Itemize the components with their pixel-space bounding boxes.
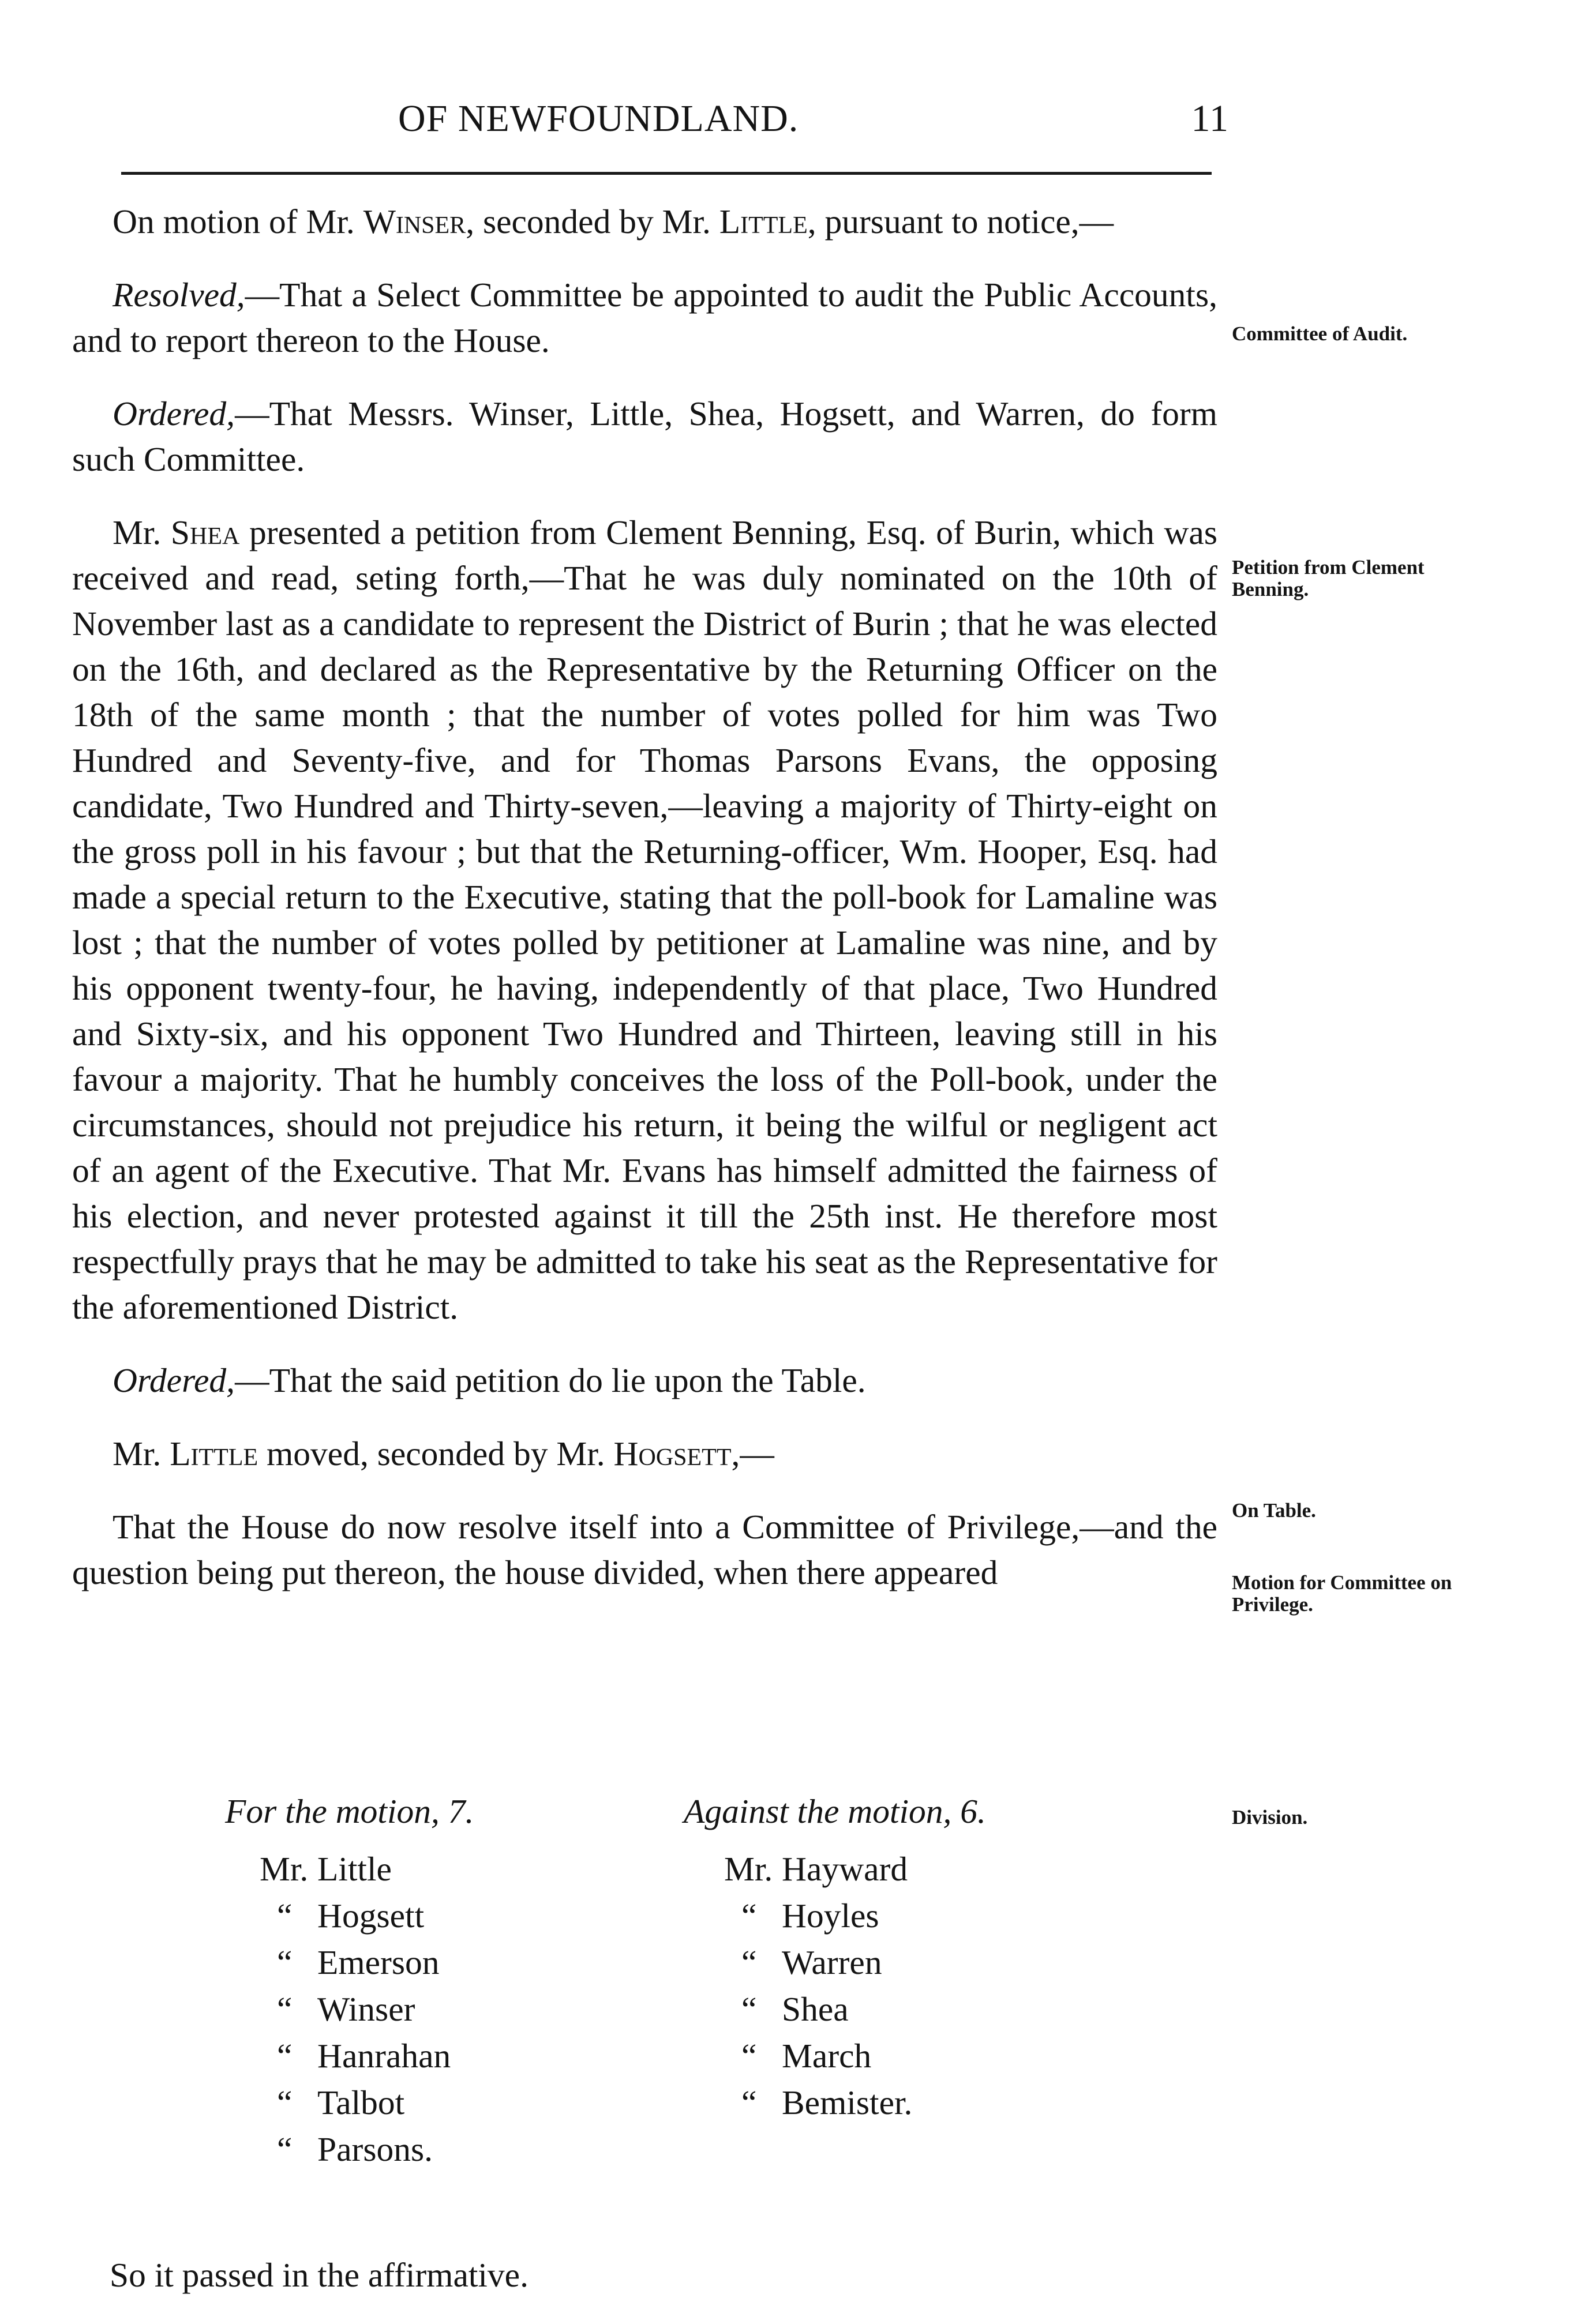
ordered-table-paragraph: Ordered,—That the said petition do lie upon the Table. bbox=[113, 1361, 866, 1399]
list-item: “ Hogsett bbox=[277, 1897, 425, 1935]
division-list bbox=[72, 1788, 1217, 2203]
margin-note-division: Division. bbox=[1232, 1806, 1308, 1829]
for-motion-list bbox=[260, 1846, 451, 2173]
ordered-committee-paragraph: Ordered,—That Messrs. Winser, Little, Shea, Hogsett, and Warren, do form such Committee. bbox=[72, 395, 1217, 478]
list-item: “ Shea bbox=[741, 1990, 849, 2028]
list-item: “ Hoyles bbox=[741, 1897, 879, 1935]
list-item: “ Parsons. bbox=[277, 2130, 433, 2168]
for-motion-heading: For the motion, 7. bbox=[225, 1792, 474, 1830]
member-name: Hogsett bbox=[613, 1435, 732, 1473]
list-item: “ Warren bbox=[741, 1943, 882, 1981]
motion-audit-paragraph: On motion of Mr. Winser, seconded by Mr. Little, pursuant to notice,— bbox=[113, 202, 1114, 241]
margin-note-table: On Table. bbox=[1232, 1499, 1316, 1522]
list-item: “ Winser bbox=[277, 1990, 415, 2028]
list-item: “ Emerson bbox=[277, 1943, 440, 1981]
resolved-paragraph: Resolved,—That a Select Committee be appointed to audit the Public Accounts, and to report thereon to the House. bbox=[72, 276, 1217, 359]
list-item: “ Hanrahan bbox=[277, 2037, 451, 2075]
member-name: Little bbox=[719, 202, 808, 241]
header-rule bbox=[121, 172, 1212, 175]
body-text bbox=[72, 199, 1217, 1595]
margin-note-petition: Petition from Clement Benning. bbox=[1232, 556, 1425, 600]
page-header bbox=[398, 97, 1229, 143]
page-number: 11 bbox=[1191, 97, 1229, 140]
member-name: Winser bbox=[363, 202, 466, 241]
petition-paragraph: Mr. Shea presented a petition from Clement Benning, Esq. of Burin, which was received and read, seting forth,—That he was duly nominated on the 10th of November last as a candidate to represent the District of Burin ; that he was elected on the 16th, and declared as the Representative by the Returning Officer on the 18th of the same month ; that the number of votes polled for him was Two Hundred and Seventy-five, and for Thomas Parsons Evans, the opposing candidate, Two Hundred and Thirty-seven,—leaving a majority of Thirty-eight on the gross poll in his favour ; but that the Returning-officer, Wm. Hooper, Esq. had made a special return to the Executive, stating that the poll-book for Lamaline was lost ; that the number of votes polled by petitioner at Lamaline was nine, and by his opponent twenty-four, he having, independently of that place, Two Hundred and Sixty-six, and his opponent Two Hundred and Thirteen, leaving still in his favour a majority. That he humbly conceives the loss of the Poll-book, under the circumstances, should not prejudice his return, it being the wilful or negligent act of an agent of the Executive. That Mr. Evans has himself admitted the fairness of his election, and never protested against it till the 25th inst. He therefore most respectfully prays that he may be admitted to take his seat as the Representative for the aforementioned District. bbox=[72, 513, 1217, 1326]
against-motion-list bbox=[724, 1846, 912, 2126]
list-item: “ Talbot bbox=[277, 2083, 405, 2122]
list-item: Mr. Hayward bbox=[724, 1850, 908, 1888]
list-item: “ Bemister. bbox=[741, 2083, 913, 2122]
list-item: “ March bbox=[741, 2037, 872, 2075]
resolved-label: Resolved, bbox=[113, 276, 245, 314]
motion-privilege-paragraph: Mr. Little moved, seconded by Mr. Hogsett,— bbox=[113, 1435, 774, 1473]
closing-line: So it passed in the affirmative. bbox=[110, 2256, 528, 2294]
margin-note-audit: Committee of Audit. bbox=[1232, 322, 1408, 345]
running-title: OF NEWFOUNDLAND. bbox=[398, 97, 799, 140]
member-name: Shea bbox=[170, 513, 240, 551]
ordered-label: Ordered, bbox=[113, 395, 235, 433]
ordered-label: Ordered, bbox=[113, 1361, 235, 1399]
list-item: Mr. Little bbox=[260, 1850, 392, 1888]
question-paragraph: That the House do now resolve itself into a Committee of Privilege,—and the question being put thereon, the house divided, when there appeared bbox=[72, 1508, 1217, 1591]
against-motion-heading: Against the motion, 6. bbox=[684, 1792, 986, 1830]
margin-note-privilege: Motion for Committee on Privilege. bbox=[1232, 1571, 1452, 1616]
member-name: Little bbox=[170, 1435, 258, 1473]
